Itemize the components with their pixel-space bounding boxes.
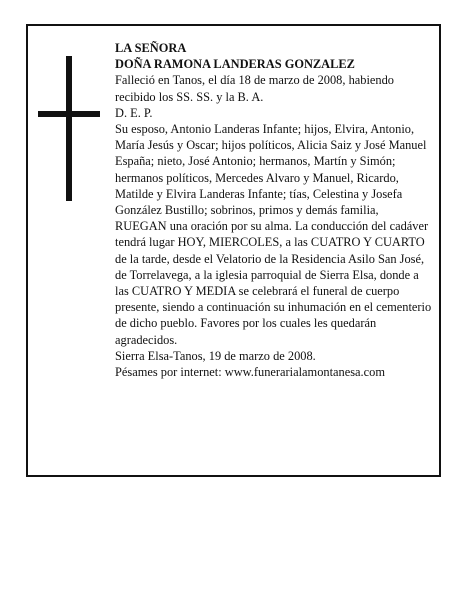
deceased-name: DOÑA RAMONA LANDERAS GONZALEZ (115, 57, 355, 72)
condolences-line: Pésames por internet: www.funerarialamontanesa.com (115, 365, 385, 380)
cross-horizontal-bar (38, 111, 100, 117)
family-list: Su esposo, Antonio Landeras Infante; hijos, Elvira, Antonio, María Jesús y Oscar; hijos políticos, Alicia Saiz y José Manuel España; nieto, José Antonio; hermanos, Martín y Simón; hermanos políticos, Mercedes Alvaro y Manuel, Ricardo, Matilde y Elvira Landeras Infante; tías, Celestina y Josefa González Bustillo; sobrinos, primos y demás familia, (115, 122, 427, 218)
dep-line: D. E. P. (115, 105, 153, 120)
cross-icon (38, 56, 100, 201)
place-date: Sierra Elsa-Tanos, 19 de marzo de 2008. (115, 348, 316, 363)
death-info: Falleció en Tanos, el día 18 de marzo de 2008, habiendo recibido los SS. SS. y la B. A. (115, 73, 394, 104)
obituary-notice (26, 24, 441, 477)
notice-text (115, 40, 435, 380)
cross-vertical-bar (66, 56, 72, 201)
funeral-request: RUEGAN una oración por su alma. La conducción del cadáver tendrá lugar HOY, MIERCOLES, a las CUATRO Y CUARTO de la tarde, desde el Velatorio de la Residencia Asilo San José, de Torrelavega, a la iglesia parroquial de Sierra Elsa, donde a las CUATRO Y MEDIA se celebrará el funeral de cuerpo presente, siendo a continuación su inhumación en el cementerio de dicho pueblo. Favores por los cuales les quedarán agradecidos. (115, 219, 432, 347)
notice-title: LA SEÑORA (115, 41, 187, 55)
